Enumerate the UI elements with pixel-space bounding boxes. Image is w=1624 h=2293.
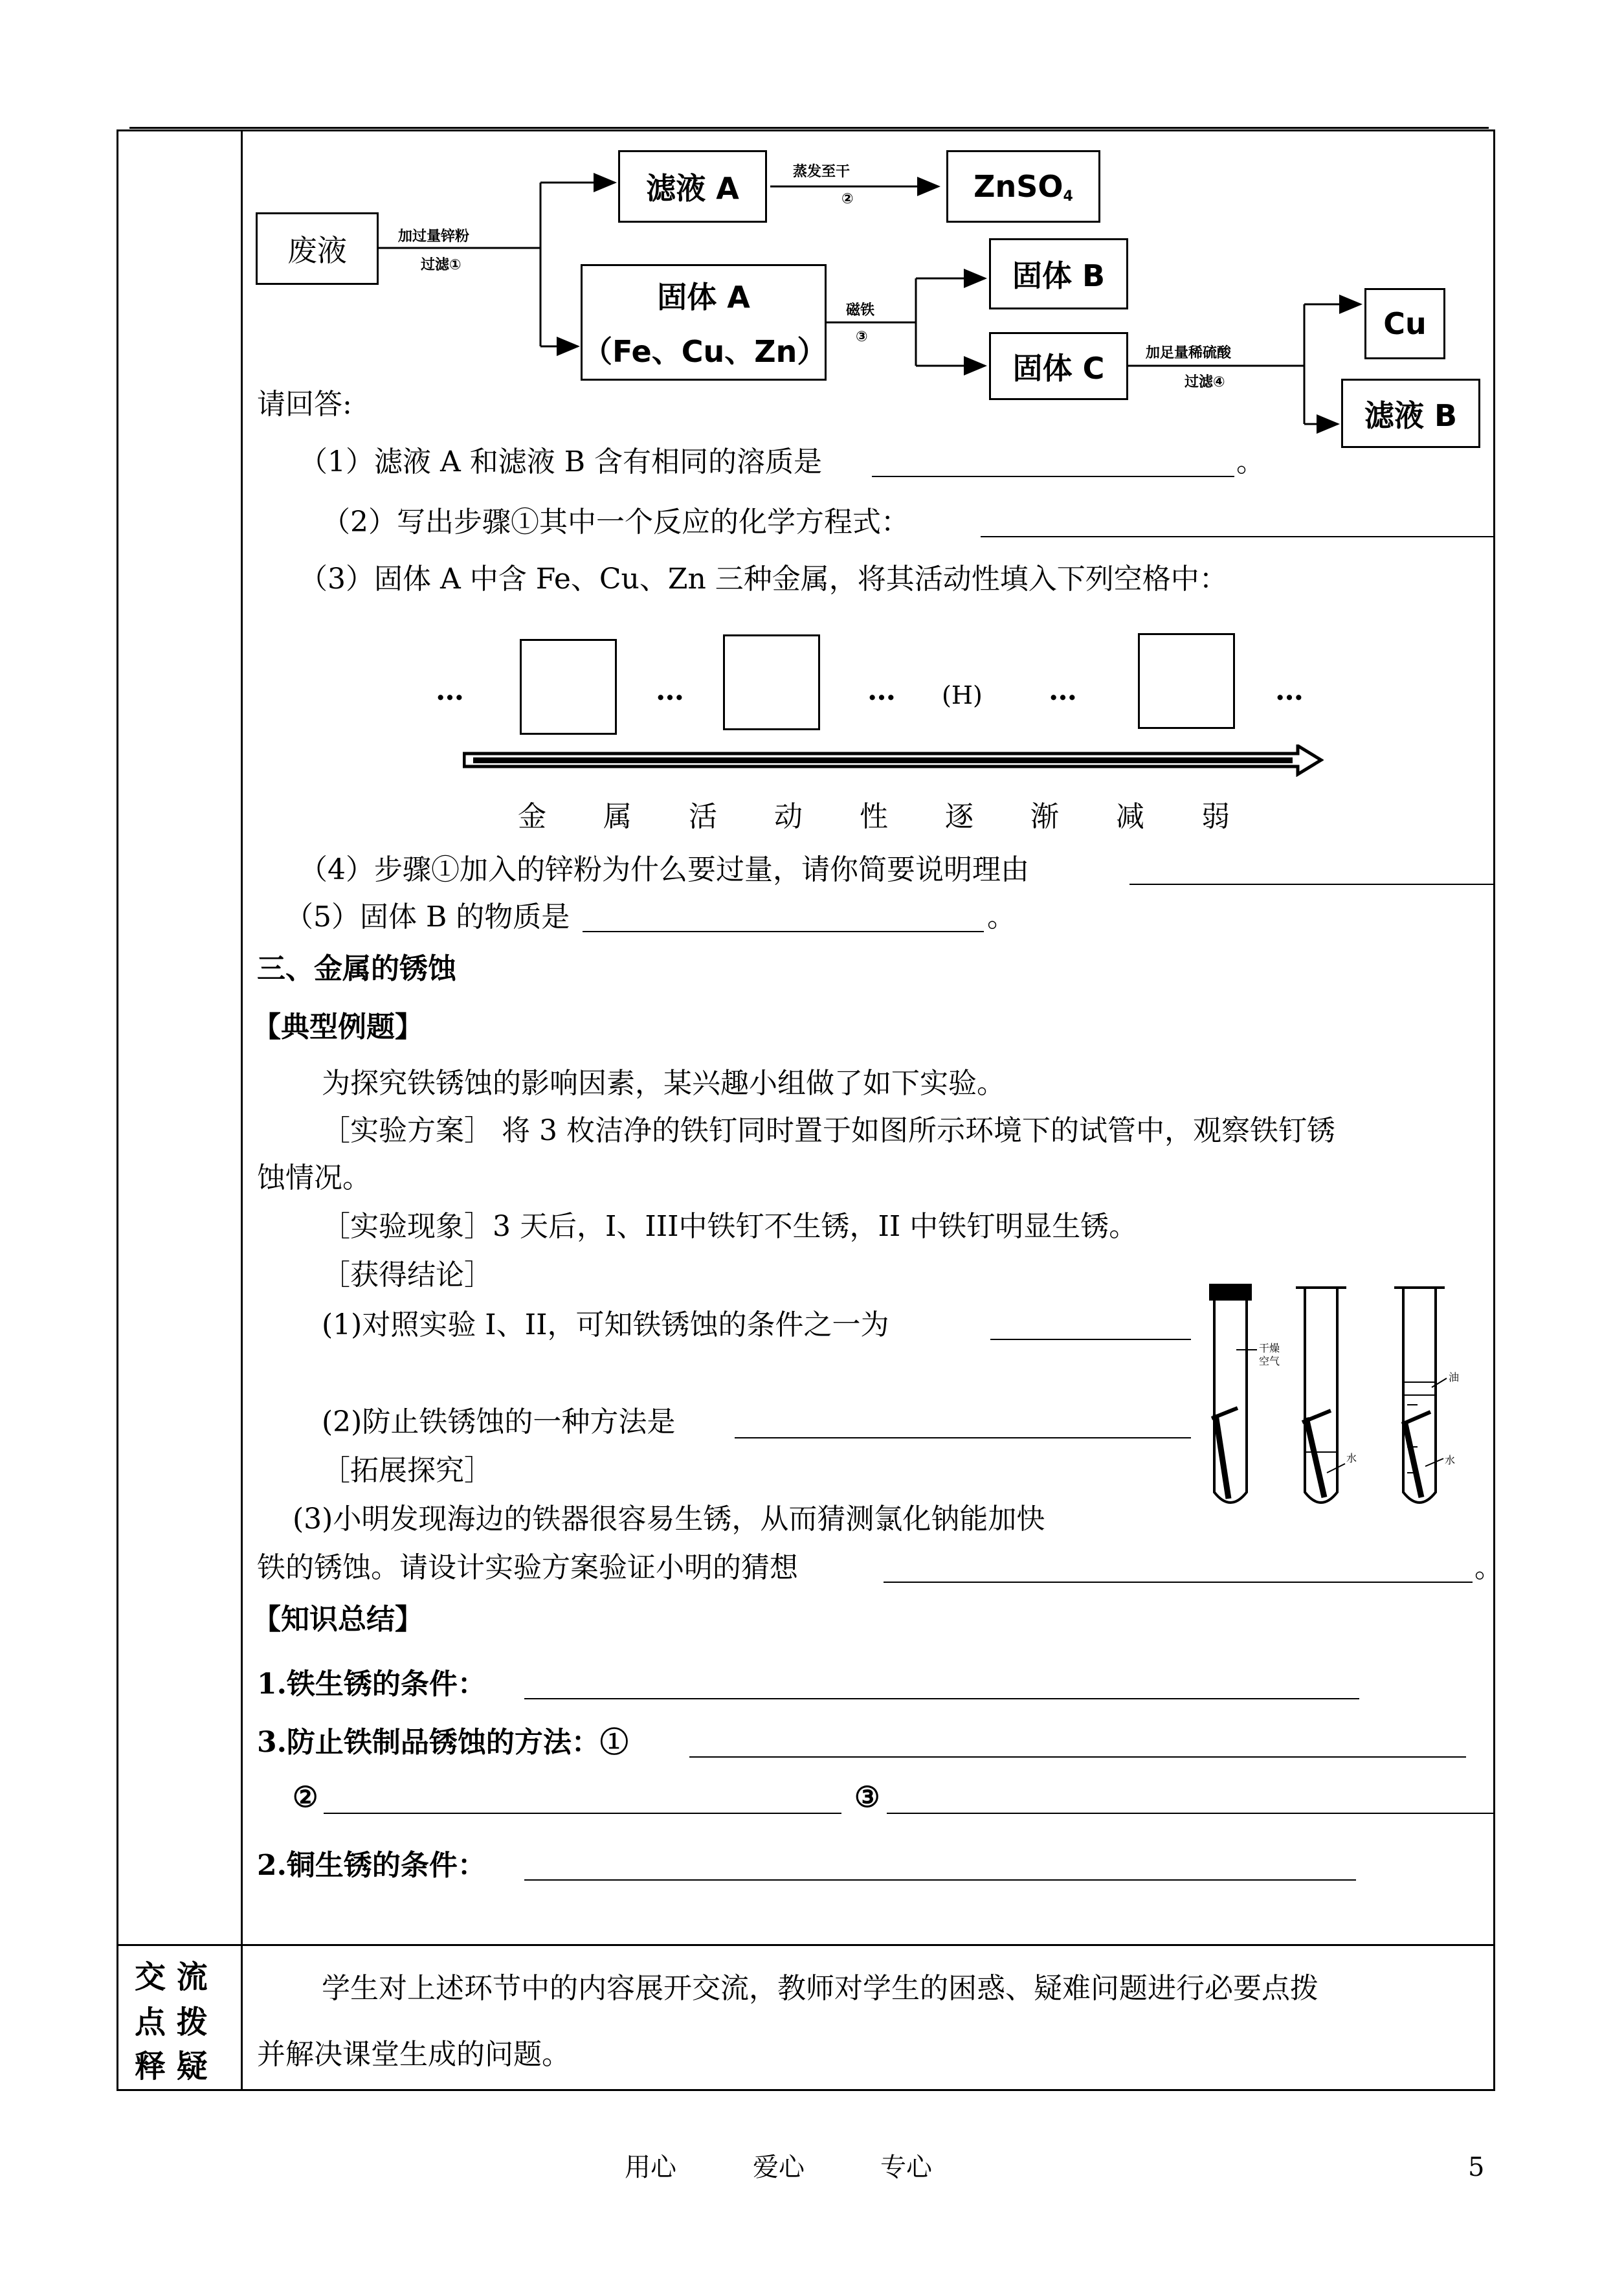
- activity-dots-2: …: [656, 674, 684, 707]
- tube-label-water-2: 水: [1445, 1454, 1456, 1466]
- question-2: （2）写出步骤①其中一个反应的化学方程式：: [322, 506, 909, 539]
- activity-dots-1: …: [436, 674, 464, 707]
- example-intro: 为探究铁锈蚀的影响因素，某兴趣小组做了如下实验。: [322, 1067, 1005, 1100]
- footer-motto-1: 用心: [625, 2153, 676, 2182]
- question-5-end: 。: [987, 900, 1016, 934]
- experiment-phenomenon: ［实验现象］3 天后，I、III中铁钉不生锈，II 中铁钉明显生锈。: [322, 1210, 1138, 1243]
- test-tubes-figure: [1197, 1279, 1482, 1525]
- summary-heading: 【知识总结】: [252, 1603, 423, 1636]
- activity-dots-4: …: [1049, 674, 1077, 707]
- question-1-blank[interactable]: [872, 476, 1234, 477]
- example-heading: 【典型例题】: [252, 1011, 423, 1044]
- flow-box-cu: Cu: [1364, 288, 1445, 359]
- tube-label-water-1: 水: [1346, 1452, 1357, 1464]
- flow-box-guti-a: 固体 A （Fe、Cu、Zn）: [581, 264, 827, 381]
- footer-motto-3: 专心: [880, 2153, 932, 2182]
- activity-box-1[interactable]: [520, 639, 617, 735]
- summary-1: 1.铁生锈的条件：: [257, 1668, 486, 1701]
- summary-2: 2.铜生锈的条件：: [257, 1849, 486, 1882]
- section3-title: 三、金属的锈蚀: [257, 952, 456, 985]
- conclusion-2-blank[interactable]: [735, 1437, 1191, 1438]
- activity-dots-3: …: [867, 674, 896, 707]
- flow-arrows: [0, 0, 1624, 518]
- footer-motto-2: 爱心: [753, 2153, 805, 2182]
- question-4: （4）步骤①加入的锌粉为什么要过量，请你简要说明理由: [299, 853, 1029, 886]
- bottom-text-line2: 并解决课堂生成的问题。: [257, 2038, 570, 2071]
- flow-step4-top: 加足量稀硫酸: [1146, 345, 1232, 361]
- summary-2-blank[interactable]: [524, 1879, 1356, 1881]
- flow-step4-bottom: 过滤④: [1185, 374, 1225, 390]
- conclusion-2: (2)防止铁锈蚀的一种方法是: [322, 1405, 676, 1438]
- side-label-3: 释 疑: [135, 2048, 208, 2085]
- flow-step2-bottom: ②: [841, 191, 854, 207]
- question-1-end: 。: [1236, 445, 1265, 478]
- question-2-blank[interactable]: [981, 536, 1495, 537]
- table-row-divider: [117, 1944, 1495, 1946]
- caption-char: 活: [689, 800, 717, 833]
- caption-char: 渐: [1030, 800, 1059, 833]
- question-5-blank[interactable]: [583, 931, 984, 932]
- caption-char: 减: [1116, 800, 1144, 833]
- flow-box-lvye-a: 滤液 A: [618, 150, 767, 223]
- caption-char: 逐: [945, 800, 973, 833]
- flow-box-guti-b: 固体 B: [989, 238, 1128, 309]
- experiment-plan-line2: 蚀情况。: [257, 1161, 371, 1194]
- conclusion-1: (1)对照实验 I、II，可知铁锈蚀的条件之一为: [322, 1308, 889, 1341]
- summary-3: 3.防止铁制品锈蚀的方法：①: [257, 1726, 628, 1759]
- activity-h-label: (H): [942, 681, 983, 710]
- caption-char: 动: [774, 800, 803, 833]
- question-5: （5）固体 B 的物质是: [285, 900, 570, 934]
- question-1: （1）滤液 A 和滤液 B 含有相同的溶质是: [299, 445, 823, 478]
- flow-box-znso4: ZnSO 4: [946, 150, 1100, 223]
- activity-arrow: [463, 744, 1324, 777]
- conclusion-3-line1: (3)小明发现海边的铁器很容易生锈，从而猜测氯化钠能加快: [293, 1503, 1045, 1536]
- flow-step3-bottom: ③: [856, 329, 868, 345]
- flow-step2-top: 蒸发至干: [793, 164, 851, 180]
- flow-box-feiye: 废液: [256, 212, 379, 285]
- flow-box-guti-c: 固体 C: [989, 332, 1128, 400]
- tube-label-dry-air-2: 空气: [1259, 1355, 1280, 1367]
- summary-3-blank-1[interactable]: [689, 1756, 1466, 1758]
- activity-dots-5: …: [1275, 674, 1304, 707]
- flow-step3-top: 磁铁: [846, 302, 875, 319]
- experiment-plan-line1: ［实验方案］ 将 3 枚洁净的铁钉同时置于如图所示环境下的试管中，观察铁钉锈: [322, 1114, 1335, 1147]
- question-4-blank[interactable]: [1129, 884, 1495, 885]
- caption-char: 属: [603, 800, 632, 833]
- page-number: 5: [1468, 2153, 1485, 2182]
- extend-heading: ［拓展探究］: [322, 1454, 493, 1487]
- tube-label-dry-air-1: 干燥: [1259, 1342, 1280, 1354]
- conclusion-heading: ［获得结论］: [322, 1258, 493, 1292]
- side-label-2: 点 拨: [135, 2004, 208, 2041]
- activity-box-2[interactable]: [723, 634, 820, 730]
- flow-step1-bottom: 过滤①: [421, 257, 462, 273]
- caption-char: 弱: [1201, 800, 1230, 833]
- questions-prompt: 请回答:: [257, 388, 352, 421]
- summary-3-blank-2[interactable]: [324, 1813, 841, 1814]
- activity-caption: [518, 793, 1230, 834]
- flow-step1-top: 加过量锌粉: [398, 229, 470, 245]
- caption-char: 性: [860, 800, 888, 833]
- conclusion-3-end: 。: [1474, 1551, 1503, 1584]
- summary-1-blank[interactable]: [524, 1698, 1359, 1699]
- conclusion-1-blank[interactable]: [990, 1339, 1191, 1340]
- tube-label-oil: 油: [1449, 1371, 1460, 1383]
- side-label-1: 交 流: [135, 1959, 208, 1995]
- summary-3-blank-3[interactable]: [887, 1813, 1495, 1814]
- conclusion-3-line2: 铁的锈蚀。请设计实验方案验证小明的猜想: [257, 1551, 798, 1584]
- conclusion-3-blank[interactable]: [884, 1582, 1473, 1583]
- summary-3-item3: ③: [854, 1781, 880, 1814]
- activity-box-3[interactable]: [1138, 633, 1235, 729]
- caption-char: 金: [518, 800, 546, 833]
- flow-box-lvye-b: 滤液 B: [1341, 379, 1480, 448]
- summary-3-item2: ②: [293, 1781, 318, 1814]
- bottom-text-line1: 学生对上述环节中的内容展开交流，教师对学生的困惑、疑难问题进行必要点拨: [322, 1972, 1318, 2005]
- question-3: （3）固体 A 中含 Fe、Cu、Zn 三种金属，将其活动性填入下列空格中：: [299, 563, 1228, 596]
